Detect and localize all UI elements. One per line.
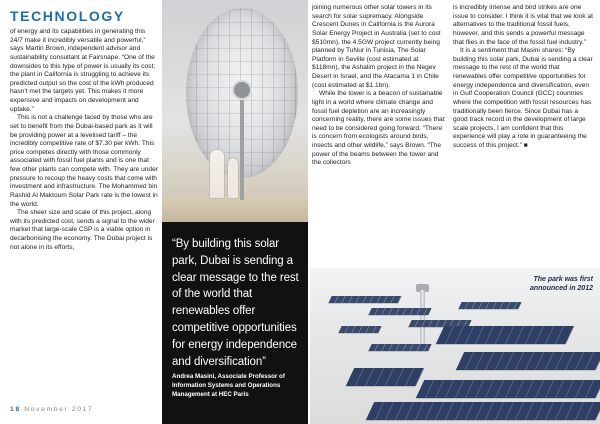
pull-quote-panel <box>162 222 308 424</box>
article-column-1 <box>10 28 158 252</box>
panel-row <box>436 326 574 344</box>
paragraph: This is not a challenge faced by those who are set to benefit from the Dubai-based park as it will be providing power at a levelised tariff – the incredibly competitive rate of $7.30 per kWh. This price competes directly with those commonly associated with fossil fuel plants and is one that few other plants can compete with. They are under pressure to recoup the heavy costs that come with investment and infrastructure. The Mohammed bin Rashid Al Maktoum Solar Park rate is the lowest in the world. <box>10 114 158 208</box>
panel-row <box>328 296 401 303</box>
panel-row <box>416 380 600 398</box>
paragraph: The sheer size and scale of this project, along with its predicted cost, sends a signal to the wider market that large-scale CSP is a viable option in decarbonising the economy. The Dubai project is not alone in its efforts, <box>10 209 155 251</box>
article-column-4 <box>453 4 593 151</box>
page-folio <box>10 406 93 413</box>
panel-row <box>366 402 600 420</box>
paragraph: While the tower is a beacon of sustainable light in a world where climate change and fossil fuel depletion are an increasingly concerning reality, there are some issues that need to be considered going forward. “There is concern from ecologists around birds, insects and other wildlife,” says Brown. “The power of the beams between the tower and the collectors <box>312 90 445 167</box>
person-figure <box>228 158 238 198</box>
paragraph: is incredibly intense and bird strikes are one issue to consider. I think it is vital that we look at alternatives to the traditional fossil fuels, however, and this sends a powerful message that flies in the face of the fossil fuel industry.” <box>453 4 594 46</box>
panel-row <box>458 302 521 309</box>
paragraph: of energy and its capabilities in generating this 24/7 make it incredibly versatile and powerful,” says Martin Brown, independent advisor and sustainability consultant at Fairsnape. “One of the downsides to this type of power is usually its cost; the plant in California is struggling to achieve its predicted output so the cost of the kWh produced hasn’t met the targets yet. This makes it more expensive and impacts on development and uptake.” <box>10 28 156 113</box>
article-column-3 <box>312 4 446 168</box>
person-figure <box>210 150 224 198</box>
solar-tower <box>420 290 425 344</box>
solar-dish-photo <box>162 0 308 222</box>
section-title: TECHNOLOGY <box>10 8 125 24</box>
paragraph: It is a sentiment that Masini shares: “By building this solar park, Dubai is sending a clear message to the rest of the world that renewables offer competitive opportunities for energy independence and diversification, even in Gulf Cooperation Council (GCC) countries where the competition with fossil resources has traditionally been fierce. Since Dubai has a good track record in the development of large scale projects, I am confident that this experience will play a role in guaranteeing the success of this project.” ■ <box>453 47 593 149</box>
dish-mast <box>240 100 244 200</box>
pull-quote-attribution: Andrea Masini, Associate Professor of Information Systems and Operations Management at HEC Paris <box>172 373 285 398</box>
page-number: 18 <box>10 406 21 413</box>
paragraph: joining numerous other solar towers in its search for solar supremacy. Alongside Crescent Dunes in California is the Aurora Solar Energy Project in Australia (set to cost $510mn), the 4.5GW project currently being planned by TuNur in Tunisia, The Solar Platform in Seville (cost estimated at $118mn), the Ashalim project in the Negev Desert in Israel, and the Atacama 1 in Chile (cost estimated at $1.1bn). <box>312 4 441 89</box>
dish-hub <box>232 80 252 100</box>
panel-row <box>368 308 431 315</box>
panel-row <box>456 352 600 370</box>
panel-row <box>368 344 431 351</box>
photo-caption: The park was first announced in 2012 <box>529 276 593 292</box>
panel-row <box>346 368 424 386</box>
issue-date: November 2017 <box>24 406 94 413</box>
panel-row <box>338 326 381 333</box>
photo-ground <box>162 196 308 222</box>
pull-quote-text: “By building this solar park, Dubai is sending a clear message to the rest of the world that renewables offer competitive opportunities for energy independence and diversification” <box>172 238 299 368</box>
